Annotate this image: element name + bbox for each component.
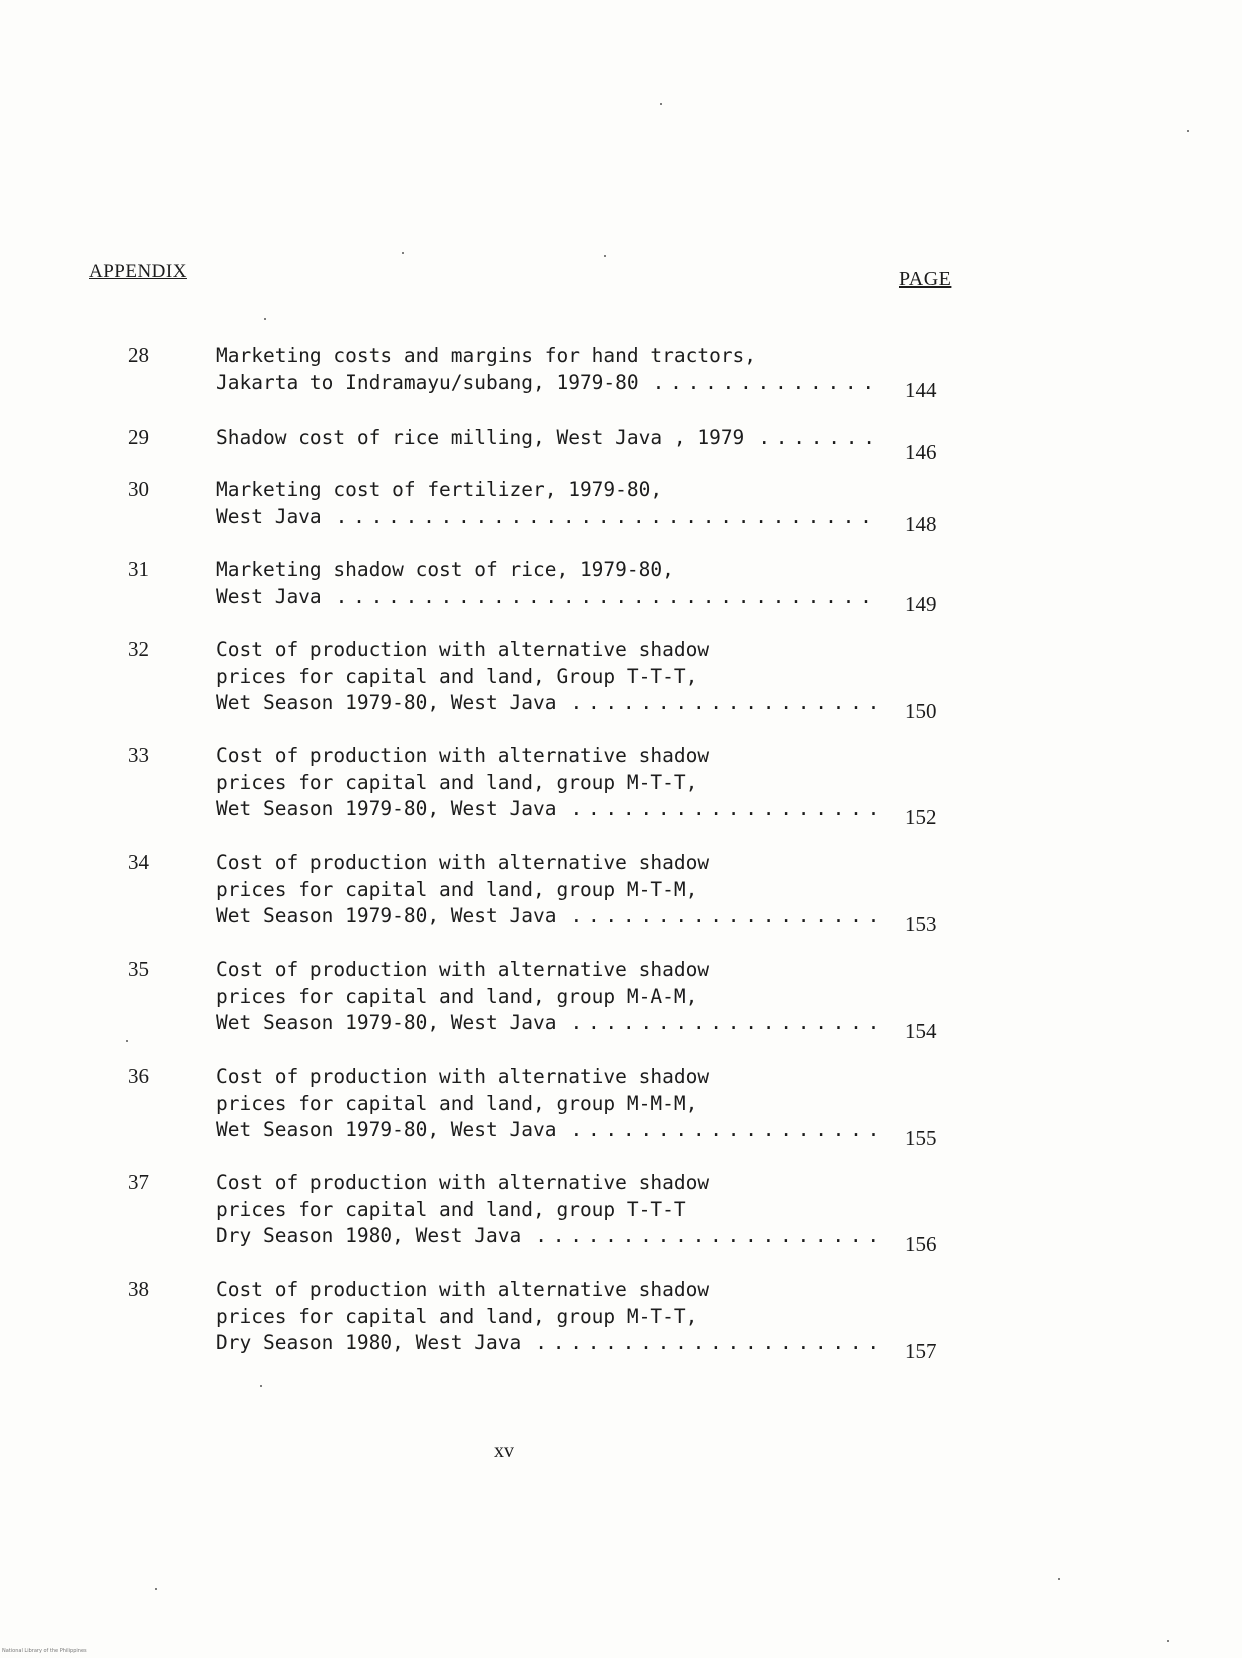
entry-title-line: Cost of production with alternative shadow — [216, 1065, 710, 1088]
appendix-heading: APPENDIX — [89, 261, 187, 282]
entry-page-number: 156 — [905, 1232, 937, 1256]
entry-page-number: 150 — [905, 699, 937, 723]
entry-title-text: Shadow cost of rice milling, West Java , 1979 — [216, 426, 745, 449]
entry-number: 28 — [128, 343, 149, 367]
entry-title-line — [216, 1223, 876, 1250]
entry-title-line — [216, 370, 876, 397]
entry-title-text: Jakarta to Indramayu/subang, 1979-80 — [216, 370, 639, 394]
entry-title — [216, 637, 876, 717]
entry-title — [216, 957, 876, 1037]
scan-speck — [604, 255, 606, 257]
dot-leader — [758, 425, 876, 452]
dot-leader — [570, 903, 876, 930]
entry-title-text: West Java — [216, 584, 322, 608]
entry-title — [216, 850, 876, 930]
entry-page-number: 146 — [905, 440, 937, 464]
entry-number: 38 — [128, 1277, 149, 1301]
dot-leader — [535, 1330, 876, 1357]
entry-title-line: prices for capital and land, Group T-T-T, — [216, 664, 698, 688]
entry-page-number: 153 — [905, 912, 937, 936]
entry-number: 31 — [128, 557, 149, 581]
dot-leader — [570, 1117, 876, 1144]
entry-title-line: Marketing costs and margins for hand tractors, — [216, 344, 757, 367]
entry-title-line: prices for capital and land, group M-T-T, — [216, 1304, 698, 1328]
entry-title-line — [216, 1117, 876, 1144]
entry-title — [216, 343, 876, 396]
page-folio: xv — [494, 1440, 514, 1462]
scan-speck — [1167, 1640, 1169, 1642]
scan-speck — [1058, 1578, 1060, 1580]
entry-title-text: West Java — [216, 504, 322, 528]
dot-leader — [570, 690, 876, 717]
entry-title-line: Marketing shadow cost of rice, 1979-80, — [216, 558, 674, 581]
entry-page-number: 154 — [905, 1019, 937, 1043]
dot-leader — [336, 584, 876, 611]
entry-page-number: 144 — [905, 378, 937, 402]
entry-title-line — [216, 1010, 876, 1037]
scan-speck — [260, 1385, 262, 1387]
entry-title-text: Dry Season 1980, West Java — [216, 1224, 522, 1247]
entry-title-line: prices for capital and land, group M-T-T, — [216, 770, 698, 794]
entry-title — [216, 557, 876, 610]
entry-title — [216, 743, 876, 823]
entry-number: 35 — [128, 957, 149, 981]
entry-page-number: 149 — [905, 592, 937, 616]
entry-title-line: Cost of production with alternative shadow — [216, 1278, 710, 1301]
entry-title — [216, 1170, 876, 1250]
entry-title-text: Wet Season 1979-80, West Java — [216, 1011, 557, 1034]
entry-title-line — [216, 903, 876, 930]
entry-title-text: Wet Season 1979-80, West Java — [216, 904, 557, 927]
page-heading: PAGE — [899, 268, 952, 290]
footer-strip: National Library of the Philippines — [2, 1648, 87, 1654]
entry-title-line: Cost of production with alternative shadow — [216, 958, 710, 981]
entry-title-line — [216, 1330, 876, 1357]
dot-leader — [535, 1223, 876, 1250]
scan-speck — [264, 318, 266, 320]
scan-speck — [126, 1040, 128, 1042]
dot-leader — [570, 796, 876, 823]
entry-title — [216, 425, 876, 452]
entry-number: 36 — [128, 1064, 149, 1088]
entry-title-line — [216, 425, 876, 452]
entry-number: 32 — [128, 637, 149, 661]
entry-title-line: prices for capital and land, group M-T-M, — [216, 877, 698, 901]
entry-title-line: prices for capital and land, group T-T-T — [216, 1197, 686, 1221]
entry-title-line: prices for capital and land, group M-A-M, — [216, 984, 698, 1008]
entry-number: 30 — [128, 477, 149, 501]
entry-title-text: Wet Season 1979-80, West Java — [216, 797, 557, 820]
entry-page-number: 148 — [905, 512, 937, 536]
entry-title-line: Cost of production with alternative shadow — [216, 851, 710, 874]
entry-title-text: Dry Season 1980, West Java — [216, 1331, 522, 1354]
scan-speck — [1187, 130, 1189, 132]
entry-title-line: Cost of production with alternative shadow — [216, 1171, 710, 1194]
dot-leader — [336, 504, 876, 531]
entry-page-number: 157 — [905, 1339, 937, 1363]
entry-title-line — [216, 690, 876, 717]
scan-speck — [402, 252, 404, 254]
entry-number: 34 — [128, 850, 149, 874]
entry-title-line — [216, 504, 876, 531]
scan-speck — [660, 103, 662, 105]
entry-title — [216, 1277, 876, 1357]
entry-number: 29 — [128, 425, 149, 449]
entry-number: 37 — [128, 1170, 149, 1194]
entry-page-number: 155 — [905, 1126, 937, 1150]
entry-title-line: Marketing cost of fertilizer, 1979-80, — [216, 478, 663, 501]
entry-title-line: prices for capital and land, group M-M-M, — [216, 1091, 698, 1115]
entry-title-line — [216, 796, 876, 823]
entry-title — [216, 1064, 876, 1144]
dot-leader — [570, 1010, 876, 1037]
entry-title-line: Cost of production with alternative shadow — [216, 638, 710, 661]
entry-page-number: 152 — [905, 805, 937, 829]
entry-title-line: Cost of production with alternative shadow — [216, 744, 710, 767]
entry-number: 33 — [128, 743, 149, 767]
scan-speck — [155, 1588, 157, 1590]
entry-title-text: Wet Season 1979-80, West Java — [216, 691, 557, 714]
entry-title — [216, 477, 876, 530]
entry-title-line — [216, 584, 876, 611]
entry-title-text: Wet Season 1979-80, West Java — [216, 1118, 557, 1141]
dot-leader — [653, 370, 876, 397]
